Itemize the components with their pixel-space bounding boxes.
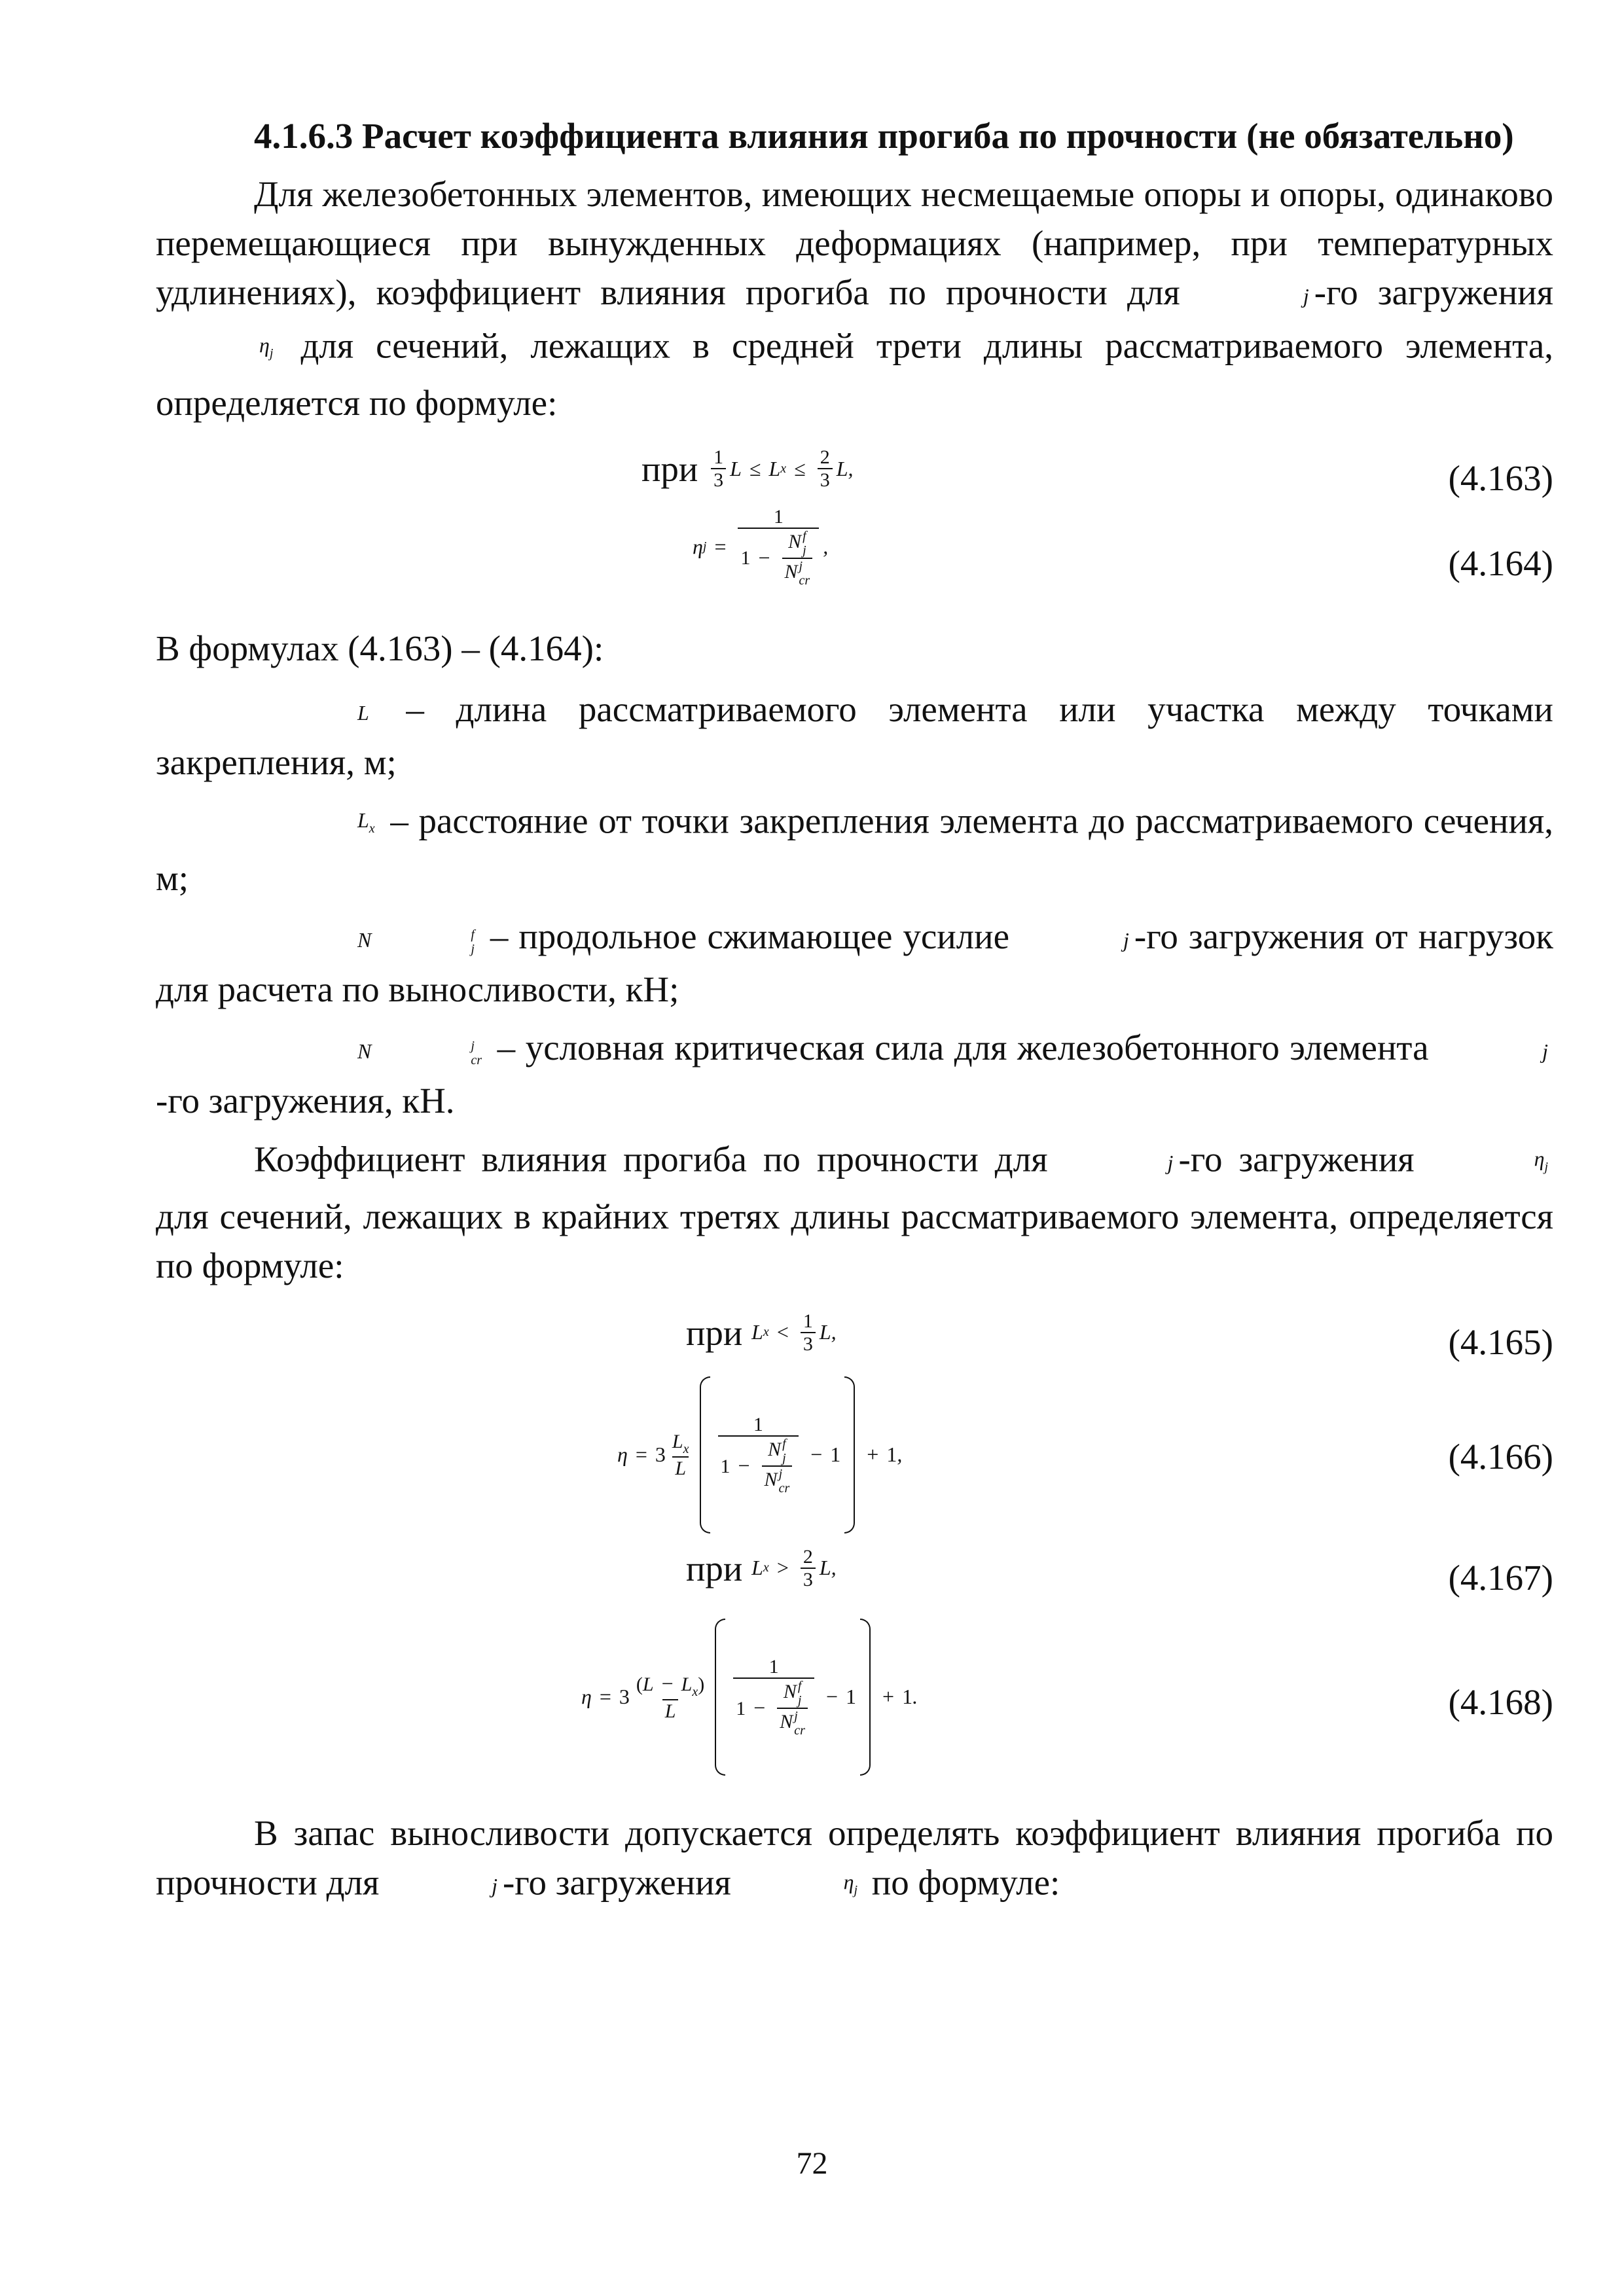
left-bracket (715, 1619, 725, 1776)
formula-label: при (686, 1312, 743, 1353)
paragraph-intro-part-b: -го загружения (1314, 272, 1554, 312)
equation-number: (4.165) (1448, 1321, 1553, 1362)
right-bracket (844, 1376, 855, 1534)
paragraph-outer-thirds-part-b: -го загружения (1178, 1139, 1415, 1179)
formula-label: при (686, 1548, 743, 1588)
section-heading: 4.1.6.3 Расчет коэффициента влияния прогиба по прочности (не обязательно) (254, 116, 1514, 156)
symbol-j: j (1542, 1039, 1549, 1063)
paragraph-reserve (156, 1808, 1553, 1915)
symbol-N-f-j: N f j (357, 927, 475, 957)
symbol-Lx: $L_x$ (357, 808, 375, 836)
right-bracket (860, 1619, 871, 1776)
definition-Nf-text-a: – продольное сжимающее усилие (490, 916, 1010, 956)
symbol-j: j (1123, 927, 1129, 952)
paragraph-intro-part-c: для сечений, лежащих в средней трети длины рассматриваемого элемента, определяется по формуле: (156, 325, 1554, 423)
symbol-eta-j: $\eta_j$ (1534, 1146, 1549, 1174)
formula-4-165: при L x < $\frac{1}{3}$ L , (4.165) (156, 1304, 1553, 1370)
paragraph-reserve-part-a: В запас выносливости допускается определять коэффициент влияния прогиба по прочности для (156, 1812, 1553, 1903)
formula-4-168: η = 3 $\frac{(L - L_x)}{L}$ 1 1 − N f j N j cr − 1 + 1 . (4.168) (156, 1612, 1553, 1789)
in-formulas-line: В формулах (4.163) – (4.164): (156, 628, 604, 668)
paragraph-reserve-part-c: по формуле: (871, 1862, 1060, 1903)
symbol-j: j (1167, 1151, 1174, 1174)
paragraph-intro-part-a: Для железобетонных элементов, имеющих несмещаемые опоры и опоры, одинаково перемещающиеся при вынужденных деформациях (например, при температурных удлинениях), коэффициент влияния прогиба по прочности для (156, 174, 1553, 312)
formula-4-163: при $\frac{1}{3}$ L ≤ L x ≤ $\frac{2}{3}$ L , (4.163) (156, 440, 1553, 506)
equation-number: (4.166) (1448, 1436, 1553, 1477)
equation-number: (4.163) (1448, 457, 1553, 498)
formula-4-167: при L x > $\frac{2}{3}$ L , (4.167) (156, 1540, 1553, 1612)
paragraph-outer-thirds-part-c: для сечений, лежащих в крайних третях длины рассматриваемого элемента, определяется по формуле: (156, 1196, 1553, 1285)
definition-Lx-text: – расстояние от точки закрепления элемента до рассматриваемого сечения, м; (156, 800, 1554, 898)
symbol-eta-j: $\eta_j$ (843, 1869, 858, 1897)
formula-4-164: η j = 1 1 − N f j N j cr , (4.164) (693, 505, 1553, 588)
paragraph-outer-thirds-part-a: Коэффициент влияния прогиба по прочности для (254, 1139, 1048, 1179)
definition-Nf (156, 912, 1553, 1014)
definition-L-text: – длина рассматриваемого элемента или участка между точками закрепления, м; (156, 689, 1553, 782)
page-number: 72 (796, 2146, 828, 2181)
definition-Lx (156, 796, 1553, 903)
paragraph-intro (156, 170, 1553, 427)
equation-number: (4.167) (1448, 1557, 1553, 1598)
definition-Ncr-text-a: – условная критическая сила для железобетонного элемента (497, 1027, 1429, 1067)
equation-number: (4.164) (1448, 543, 1553, 583)
symbol-L: L (357, 700, 369, 725)
formula-4-166: η = 3 $\frac{L_x}{L}$ 1 1 − N f j N j cr − 1 + 1 , (4.166) (156, 1370, 1553, 1540)
paragraph-outer-thirds (156, 1134, 1553, 1290)
paragraph-reserve-part-b: -го загружения (502, 1862, 731, 1903)
left-bracket (700, 1376, 710, 1534)
document-page (156, 111, 1553, 1915)
definition-Ncr-text-b: -го загружения, кН. (156, 1080, 455, 1121)
equation-number: (4.168) (1448, 1681, 1553, 1722)
symbol-j: j (492, 1874, 497, 1897)
symbol-N-cr-j: N j cr (357, 1039, 482, 1068)
symbol-j: j (1303, 283, 1309, 308)
definition-L (156, 685, 1553, 787)
definition-Nf-text-b: -го загружения от нагрузок для расчета по выносливости, кН; (156, 916, 1553, 1009)
definition-Ncr (156, 1023, 1553, 1125)
symbol-eta-j: $\eta_j$ (259, 332, 274, 361)
formula-label: при (641, 448, 698, 489)
